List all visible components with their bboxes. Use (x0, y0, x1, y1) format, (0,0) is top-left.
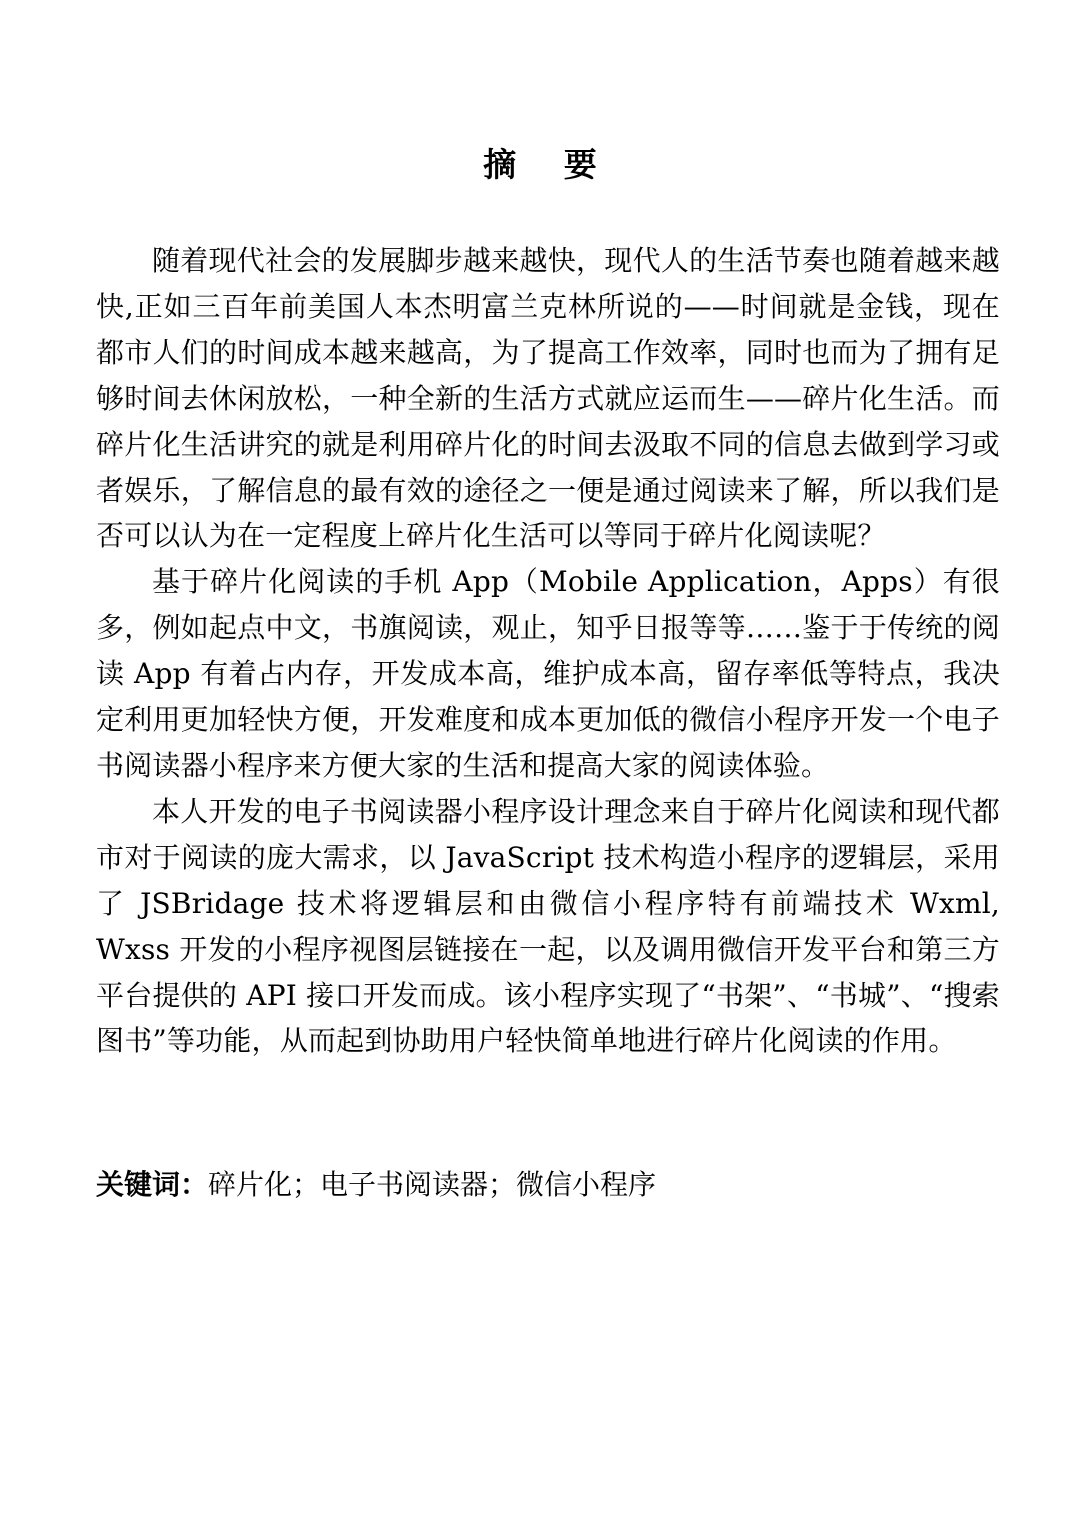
keywords-list: 碎片化；电子书阅读器；微信小程序 (208, 1168, 657, 1201)
abstract-paragraph-1: 随着现代社会的发展脚步越来越快，现代人的生活节奏也随着越来越快,正如三百年前美国人本杰明富兰克林所说的——时间就是金钱，现在都市人们的时间成本越来越高，为了提高工作效率，同时也而为了拥有足够时间去休闲放松，一种全新的生活方式就应运而生——碎片化生活。而碎片化生活讲究的就是利用碎片化的时间去汲取不同的信息去做到学习或者娱乐，了解信息的最有效的途径之一便是通过阅读来了解，所以我们是否可以认为在一定程度上碎片化生活可以等同于碎片化阅读呢？ (96, 244, 1000, 553)
abstract-body (96, 238, 1000, 1064)
keywords-line (96, 1162, 1000, 1208)
keywords-label: 关键词： (96, 1168, 209, 1201)
abstract-paragraph-3: 本人开发的电子书阅读器小程序设计理念来自于碎片化阅读和现代都市对于阅读的庞大需求，以 JavaScript 技术构造小程序的逻辑层，采用了 JSBridage 技术将逻辑层和由微信小程序特有前端技术 Wxml, Wxss 开发的小程序视图层链接在一起，以及调用微信开发平台和第三方平台提供的 API 接口开发而成。该小程序实现了“书架”、“书城”、“搜索图书”等功能，从而起到协助用户轻快简单地进行碎片化阅读的作用。 (96, 794, 1000, 1058)
abstract-title: 摘 要 (483, 145, 615, 184)
abstract-paragraph-2: 基于碎片化阅读的手机 App（Mobile Application，Apps）有很多，例如起点中文，书旗阅读，观止，知乎日报等等……鉴于于传统的阅读 App 有着占内存，开发成本高，维护成本高，留存率低等特点，我决定利用更加轻快方便，开发难度和成本更加低的微信小程序开发一个电子书阅读器小程序来方便大家的生活和提高大家的阅读体验。 (96, 565, 1000, 782)
